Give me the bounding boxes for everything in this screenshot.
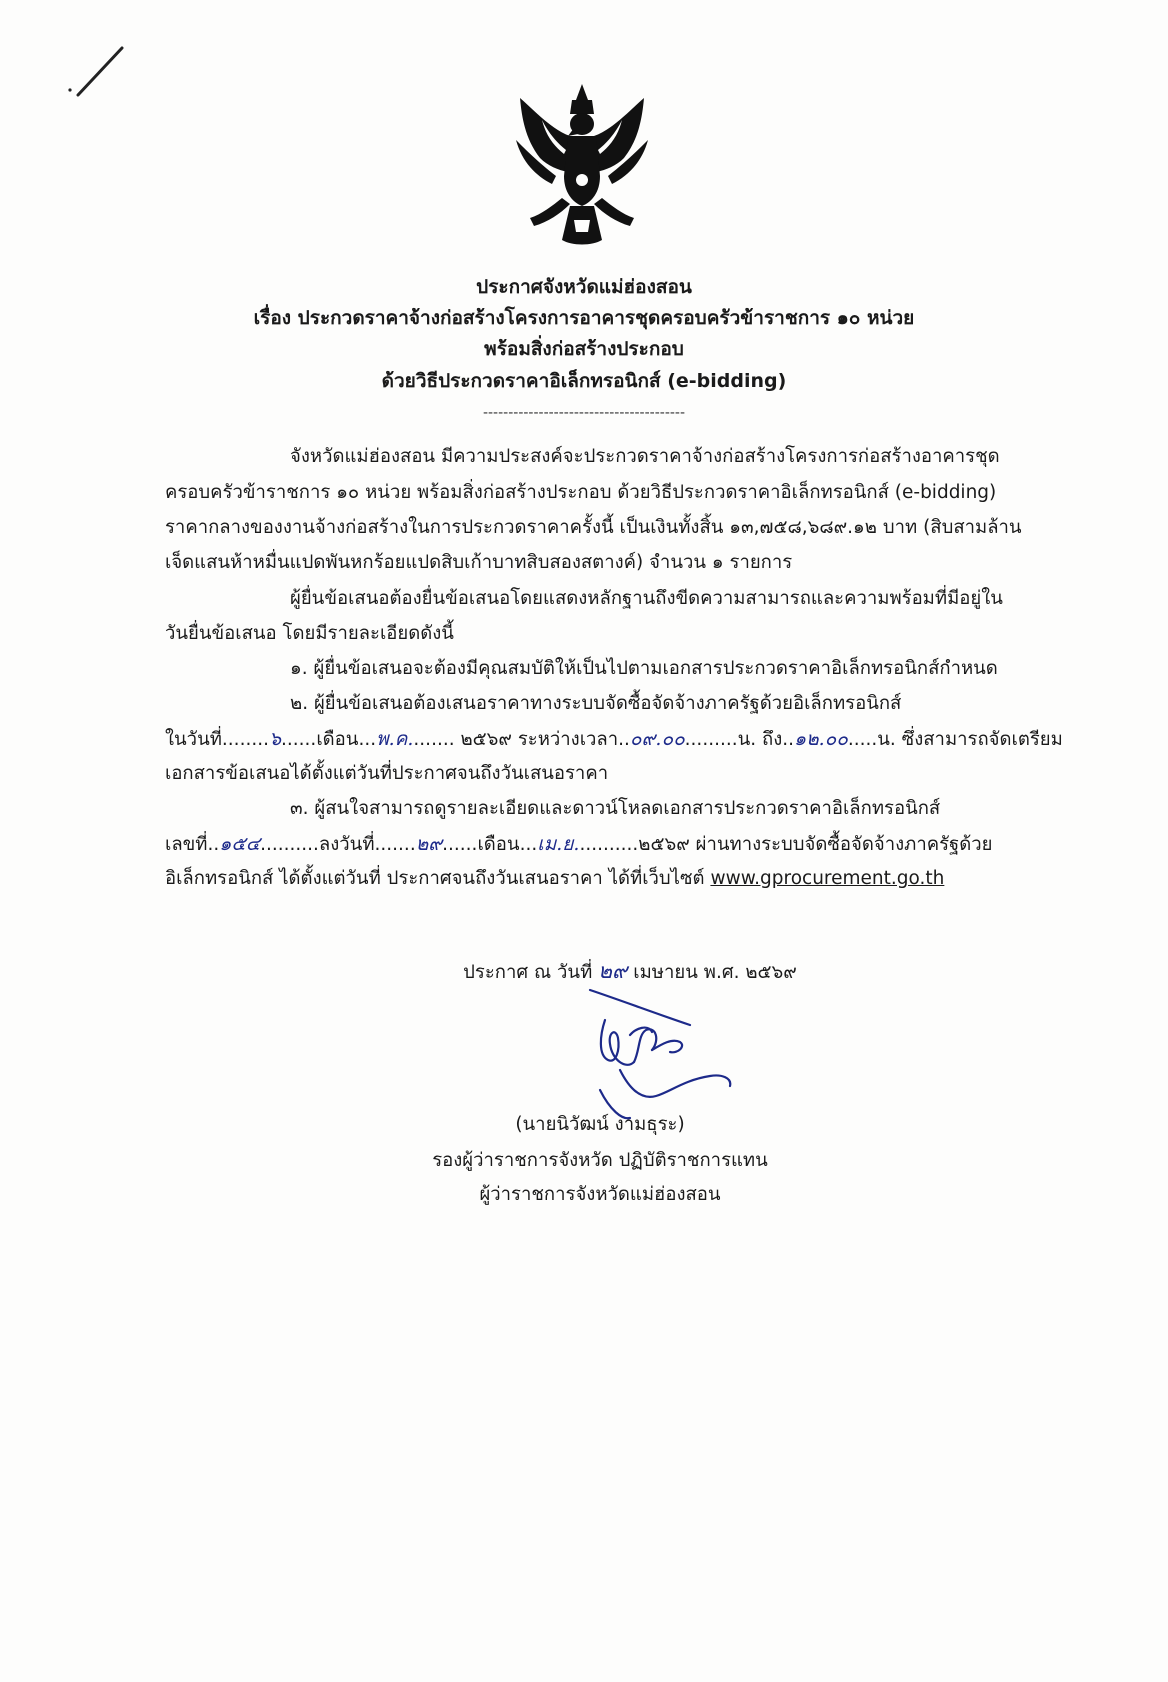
fill-dots: .........: [684, 729, 738, 750]
item-3-date-label: ลงวันที่: [318, 834, 375, 855]
item-3-line-1: ๓. ผู้สนใจสามารถดูรายละเอียดและดาวน์โหลดเอกสารประกวดราคาอิเล็กทรอนิกส์: [290, 798, 941, 819]
handwritten-doc-day: ๒๙: [415, 833, 443, 855]
item-3-prefix: เลขที่: [165, 834, 208, 855]
separator: ----------------------------------------: [482, 405, 686, 421]
handwritten-announce-day: ๒๙: [598, 959, 628, 983]
signer-name: (นายนิวัฒน์ งามธุระ): [515, 1114, 685, 1135]
item-3-suffix: ๒๕๖๙ ผ่านทางระบบจัดซื้อจัดจ้างภาครัฐด้วย: [638, 834, 993, 855]
fill-dots: ..: [618, 729, 630, 750]
item-2-line-2: [165, 726, 1065, 753]
item-2-line-3: เอกสารข้อเสนอได้ตั้งแต่วันที่ประกาศจนถึงวันเสนอราคา: [165, 763, 609, 784]
item-2-prefix: ในวันที่: [165, 729, 222, 750]
item-2-suffix: น. ซึ่งสามารถจัดเตรียม: [877, 729, 1063, 750]
item-2-to-text: น. ถึง: [737, 729, 783, 750]
announcement-title: ประกาศจังหวัดแม่ฮ่องสอน: [476, 276, 692, 298]
announce-prefix: ประกาศ ณ วันที่: [463, 962, 593, 983]
fill-dots: ........: [221, 729, 269, 750]
paragraph-1-line-4: เจ็ดแสนห้าหมื่นแปดพันหกร้อยแปดสิบเก้าบาทสิบสองสตางค์) จำนวน ๑ รายการ: [165, 552, 793, 573]
item-3-line-3: [165, 866, 1065, 892]
fill-dots: ..: [207, 834, 220, 855]
item-1: ๑. ผู้ยื่นข้อเสนอจะต้องมีคุณสมบัติให้เป็นไปตามเอกสารประกวดราคาอิเล็กทรอนิกส์กำหนด: [290, 658, 998, 679]
handwritten-day: ๖: [268, 728, 282, 750]
paragraph-1-line-2: ครอบครัวข้าราชการ ๑๐ หน่วย พร้อมสิ่งก่อสร้างประกอบ ด้วยวิธีประกวดราคาอิเล็กทรอนิกส์ (e-bidding): [165, 482, 997, 503]
paragraph-2-line-2: วันยื่นข้อเสนอ โดยมีรายละเอียดดังนี้: [165, 623, 454, 644]
paragraph-1-line-3: ราคากลางของงานจ้างก่อสร้างในการประกวดราคาครั้งนี้ เป็นเงินทั้งสิ้น ๑๓,๗๕๘,๖๘๙.๑๒ บาท (สิบสามล้าน: [165, 517, 1022, 538]
signer-position-2: ผู้ว่าราชการจังหวัดแม่ฮ่องสอน: [479, 1184, 721, 1205]
fill-dots: .......: [374, 834, 416, 855]
item-2-month-label: เดือน: [316, 729, 359, 750]
fill-dots: .....: [847, 729, 878, 750]
paragraph-2-line-1: ผู้ยื่นข้อเสนอต้องยื่นข้อเสนอโดยแสดงหลักฐานถึงขีดความสามารถและความพร้อมที่มีอยู่ใน: [290, 588, 1003, 609]
handwritten-doc-number: ๑๕๔: [219, 833, 261, 855]
subject-line-3: ด้วยวิธีประกวดราคาอิเล็กทรอนิกส์ (e-bidding): [381, 370, 787, 392]
item-2-line-1: ๒. ผู้ยื่นข้อเสนอต้องเสนอราคาทางระบบจัดซื้อจัดจ้างภาครัฐด้วยอิเล็กทรอนิกส์: [290, 693, 902, 714]
fill-dots: ......: [442, 834, 478, 855]
fill-dots: ..........: [260, 834, 319, 855]
fill-dots: .......: [413, 729, 461, 750]
paragraph-1-line-1: จังหวัดแม่ฮ่องสอน มีความประสงค์จะประกวดราคาจ้างก่อสร้างโครงการก่อสร้างอาคารชุด: [290, 446, 1000, 467]
item-2-year-text: ๒๕๖๙ ระหว่างเวลา: [460, 729, 619, 750]
subject-line-1: เรื่อง ประกวดราคาจ้างก่อสร้างโครงการอาคารชุดครอบครัวข้าราชการ ๑๐ หน่วย: [253, 307, 915, 329]
gprocurement-link[interactable]: www.gprocurement.go.th: [710, 868, 945, 889]
fill-dots: ..: [782, 729, 795, 750]
handwritten-month: พ.ค.: [376, 728, 414, 750]
item-3-month-label: เดือน: [477, 834, 520, 855]
handwritten-time-to: ๑๒.๐๐: [794, 728, 848, 750]
garuda-emblem: [512, 80, 652, 250]
handwritten-time-from: ๐๙.๐๐: [629, 728, 685, 750]
handwritten-signature: [560, 980, 760, 1130]
subject-line-2: พร้อมสิ่งก่อสร้างประกอบ: [484, 338, 684, 360]
pen-mark: [60, 40, 130, 100]
fill-dots: ...: [358, 729, 377, 750]
fill-dots: ...: [519, 834, 538, 855]
handwritten-doc-month: เม.ย.: [537, 833, 580, 855]
signer-position-1: รองผู้ว่าราชการจังหวัด ปฏิบัติราชการแทน: [432, 1150, 768, 1171]
fill-dots: ......: [281, 729, 317, 750]
item-3-line-3-text: อิเล็กทรอนิกส์ ได้ตั้งแต่วันที่ ประกาศจนถึงวันเสนอราคา ได้ที่เว็บไซต์: [165, 868, 705, 889]
item-3-line-2: [165, 831, 1065, 858]
announce-suffix: เมษายน พ.ศ. ๒๕๖๙: [633, 962, 797, 983]
fill-dots: ..........: [579, 834, 639, 855]
